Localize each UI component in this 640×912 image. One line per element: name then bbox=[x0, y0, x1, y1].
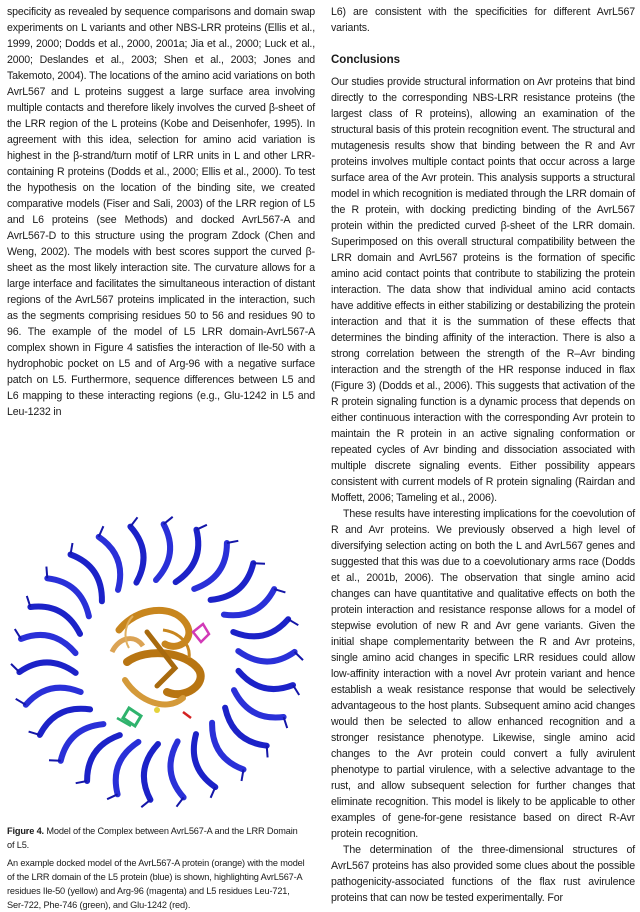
right-continuation: L6) are consistent with the specificities for different AvrL567 variants. bbox=[331, 6, 635, 34]
lrr-loop bbox=[16, 699, 26, 705]
figure-label: Figure 4. bbox=[7, 826, 44, 836]
section-heading: Conclusions bbox=[331, 54, 401, 66]
lrr-strand bbox=[21, 635, 76, 653]
conclusions-paragraph-3: The determination of the three-dimensional structures of AvrL567 proteins has also provided some clues about the possible pathogenicity-associated functions of the flax rust avirulence proteins that can now be tested experimentally. For bbox=[331, 844, 635, 904]
lrr-loop bbox=[49, 760, 61, 761]
lrr-strand bbox=[144, 744, 158, 800]
lrr-domain-ribbon bbox=[11, 517, 303, 807]
lrr-strand bbox=[211, 563, 254, 600]
lrr-loop bbox=[11, 664, 19, 672]
lrr-strand bbox=[156, 524, 170, 580]
lrr-loop bbox=[130, 517, 137, 526]
conclusions-paragraph-1: Our studies provide structural information on Avr proteins that bind directly to the corresponding NBS-LRR resistance proteins (the largest class of R proteins), allowing an examination of the structural basis of this protein recognition event. The structural and mutagenesis results show that binding between the R and Avr proteins involves multiple contact points that occur across a large surface area of the Avr protein. This analysis supports a structural model in which recognition is mediated through the LRR domain of the R protein, with docking predicting binding of the AvrL567 protein within the predicted curved β-sheet of the LRR domain. Superimposed on this overall structural compatibility between the LRR domain and AvrL567 proteins is the formation of specific amino acid contact points that contribute to stabilizing the protein interaction. The data show that individual amino acid contacts have additive effects in either stabilizing or destabilizing the protein interaction and that it is the summation of these effects that determines the binding affinity of the interaction. There is also a strong correlation between the strength of the R–Avr binding interaction and the strength of the HR response induced in flax (Figure 3) (Dodds et al., 2006). This suggests that activation of the R protein signaling function is a dynamic process that depends on either continuous interaction with the corresponding Avr protein to maintain the R protein in an active signaling conformation or repeated cycles of Avr binding and dissociation associated with multiple discrete signaling events. Either possibility appears consistent with current models of R protein signaling (Rairdan and Moffett, 2006; Tameling et al., 2006). bbox=[331, 76, 635, 504]
figure-caption-text: An example docked model of the AvrL567-A protein (orange) with the model of the LRR domain of the L5 protein (blue) is shown, highlighting AvrL567-A residues Ile-50 (yellow) and Arg-96 (magenta) and L5 residues Leu-721, Ser-722, Phe-746 (green), and Glu-1242 (red). bbox=[7, 858, 305, 910]
lrr-strand bbox=[61, 724, 104, 761]
lrr-strand bbox=[233, 619, 288, 636]
lrr-loop bbox=[177, 797, 184, 806]
lrr-strand bbox=[30, 606, 80, 633]
lrr-strand bbox=[170, 741, 183, 797]
avr-protein-ribbon bbox=[112, 610, 201, 704]
lrr-loop bbox=[253, 563, 265, 564]
lrr-loop bbox=[295, 652, 303, 660]
lrr-loop bbox=[15, 629, 21, 639]
figure-caption-title bbox=[7, 824, 307, 852]
lrr-loop bbox=[288, 619, 298, 625]
lrr-strand bbox=[176, 530, 199, 582]
left-column bbox=[7, 4, 315, 420]
figure-title: Model of the Complex between AvrL567-A and the LRR Domain of L5. bbox=[7, 826, 298, 850]
lrr-strand bbox=[234, 690, 284, 717]
lrr-strand bbox=[19, 662, 75, 672]
figure-4-image bbox=[7, 512, 307, 812]
lrr-strand bbox=[130, 527, 143, 583]
lrr-strand bbox=[239, 671, 294, 689]
lrr-loop bbox=[164, 517, 173, 524]
lrr-loop bbox=[46, 567, 47, 579]
lrr-loop bbox=[267, 746, 268, 758]
lrr-strand bbox=[116, 742, 139, 794]
lrr-strand bbox=[238, 651, 294, 661]
conclusions-paragraph-2: These results have interesting implications for the coevolution of R and Avr proteins. We previously observed a high level of diversifying selection acting on both the L and AvrL567 genes and suggested that this was due to a coevolutionary arms race (Dodds et al., 2001b, 2006). The observation that single amino acid changes can have quantitative and qualitative effects on both the protein interaction and resistance response allows for a model of stepwise evolution of new R and Avr gene variants. Given the initial shape complementarity between the R and Avr proteins, single amino acid changes in specific LRR residues could allow low-affinity interaction with a novel Avr protein variant and hence establish a weak resistance response that would be selectively advantageous to the host plants. Subsequent amino acid changes would then be selected to allow enhanced recognition and a stronger resistance phenotype. Likewise, single amino acid changes to the Avr protein could convert a fully avirulent phenotype to partial virulence, with a selective advantage to the rust, and allow subsequent selection for further changes that eliminate recognition. This model is likely to be applicable to other examples of gene-for-gene resistance based on direct R-Avr protein recognition. bbox=[331, 508, 635, 840]
left-body-paragraph: specificity as revealed by sequence comparisons and domain swap experiments on L variants and other NBS-LRR proteins (Ellis et al., 1999, 2000; Dodds et al., 2000, 2001a; Jia et al., 2000; Luck et al., 2000; Deslandes et al., 2003; Shen et al., 2003; Jones and Takemoto, 2004). The locations of the amino acid variations on both AvrL567 and L proteins suggest a large surface area involving multiple contacts and therefore likely involves the curved β-sheet of the LRR region of the L proteins (Kobe and Deisenhofer, 1995). In agreement with this idea, selection for amino acid variation is highest in the β-strand/turn motif of LRR units in L and other LRR-containing R proteins (Dodds et al., 2000; Ellis et al., 2000). To test the hypothesis on the location of the binding site, we created comparative models (Fiser and Sali, 2003) of the LRR region of L5 and L6 proteins (see Methods) and docked AvrL567-A and AvrL567-D to this structure using the program Zdock (Chen and Weng, 2002). The models with best scores support the curved β-sheet as the most likely interaction site. The curvature allows for a large interface and facilitates the simultaneous interaction of distant regions of the AvrL567 proteins implicated in the interaction, such as the segments comprising residues 50 to 56 and residues 90 to 96. The example of the model of L5 LRR domain-AvrL567-A complex shown in Figure 4 satisfies the interaction of Ile-50 with a hydrophobic pocket on L5 and of Arg-96 with a negative surface patch on L5. Furthermore, sequence differences between L5 and L6 mapping to these interacting regions (e.g., Glu-1242 in L5 and Leu-1232 in bbox=[7, 6, 315, 418]
lrr-loop bbox=[141, 800, 150, 807]
lrr-loop bbox=[293, 685, 299, 695]
right-column bbox=[331, 4, 635, 906]
lrr-strand bbox=[26, 688, 81, 705]
